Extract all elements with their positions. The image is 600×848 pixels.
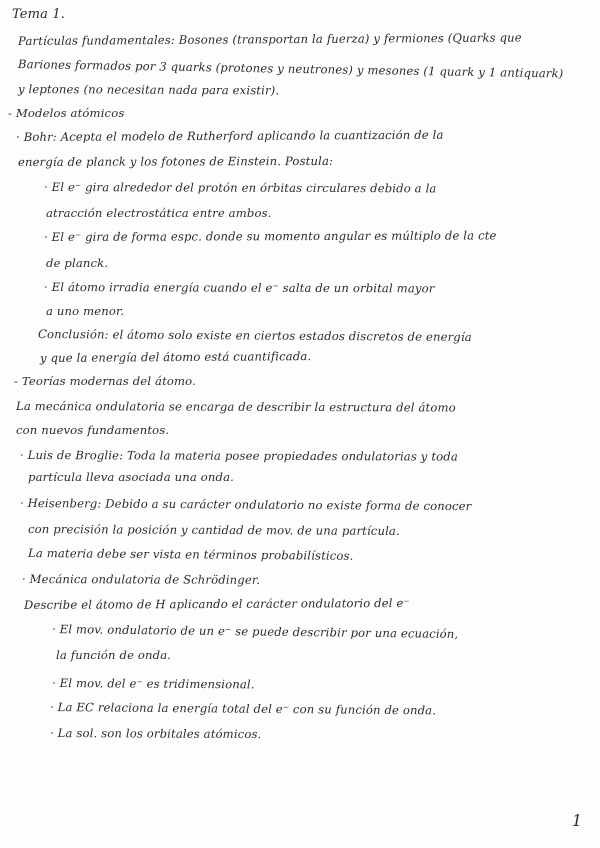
text-line: Partículas fundamentales: Bosones (transportan la fuerza) y fermiones (Quarks que <box>17 30 522 48</box>
text-line: · Heisenberg: Debido a su carácter ondulatorio no existe forma de conocer <box>19 496 472 514</box>
text-line: energía de planck y los fotones de Einstein. Postula: <box>17 153 334 169</box>
page-title: Tema 1. <box>12 7 66 22</box>
text-line: con precisión la posición y cantidad de mov. de una partícula. <box>27 522 400 538</box>
text-line: y que la energía del átomo está cuantificada. <box>39 349 312 365</box>
text-line: la función de onda. <box>56 648 172 662</box>
text-line: La materia debe ser vista en términos probabilísticos. <box>27 546 354 563</box>
text-line: con nuevos fundamentos. <box>16 423 170 437</box>
text-line: partícula lleva asociada una onda. <box>28 470 235 484</box>
text-line: · El mov. ondulatorio de un e⁻ se puede describir por una ecuación, <box>51 622 459 641</box>
text-line: · La sol. son los orbitales atómicos. <box>49 726 262 742</box>
text-line: · El átomo irradia energía cuando el e⁻ salta de un orbital mayor <box>43 280 435 296</box>
text-line: La mecánica ondulatoria se encarga de describir la estructura del átomo <box>15 399 456 415</box>
text-line: Conclusión: el átomo solo existe en ciertos estados discretos de energía <box>37 327 472 345</box>
page-number: 1 <box>571 811 582 830</box>
text-line: · El e⁻ gira de forma espc. donde su momento angular es múltiplo de la cte <box>43 228 497 244</box>
text-line: atracción electrostática entre ambos. <box>46 206 272 220</box>
text-line: · Luis de Broglie: Toda la materia posee propiedades ondulatorias y toda <box>19 448 458 464</box>
section-heading: - Teorías modernas del átomo. <box>14 374 196 388</box>
text-line: Describe el átomo de H aplicando el carácter ondulatorio del e⁻ <box>23 595 410 612</box>
text-line: y leptones (no necesitan nada para existir). <box>17 82 280 98</box>
text-line: a uno menor. <box>46 304 125 318</box>
text-line: · Mecánica ondulatoria de Schrödinger. <box>21 572 261 587</box>
text-line: · La EC relaciona la energía total del e⁻ con su función de onda. <box>49 700 437 718</box>
text-line: · El mov. del e⁻ es tridimensional. <box>51 676 255 692</box>
text-line: · Bohr: Acepta el modelo de Rutherford aplicando la cuantización de la <box>15 127 444 144</box>
section-heading: - Modelos atómicos <box>8 106 125 120</box>
text-line: Bariones formados por 3 quarks (protones y neutrones) y mesones (1 quark y 1 antiquark) <box>17 57 564 81</box>
text-line: · El e⁻ gira alrededor del protón en órbitas circulares debido a la <box>43 180 437 196</box>
text-line: de planck. <box>46 256 109 270</box>
